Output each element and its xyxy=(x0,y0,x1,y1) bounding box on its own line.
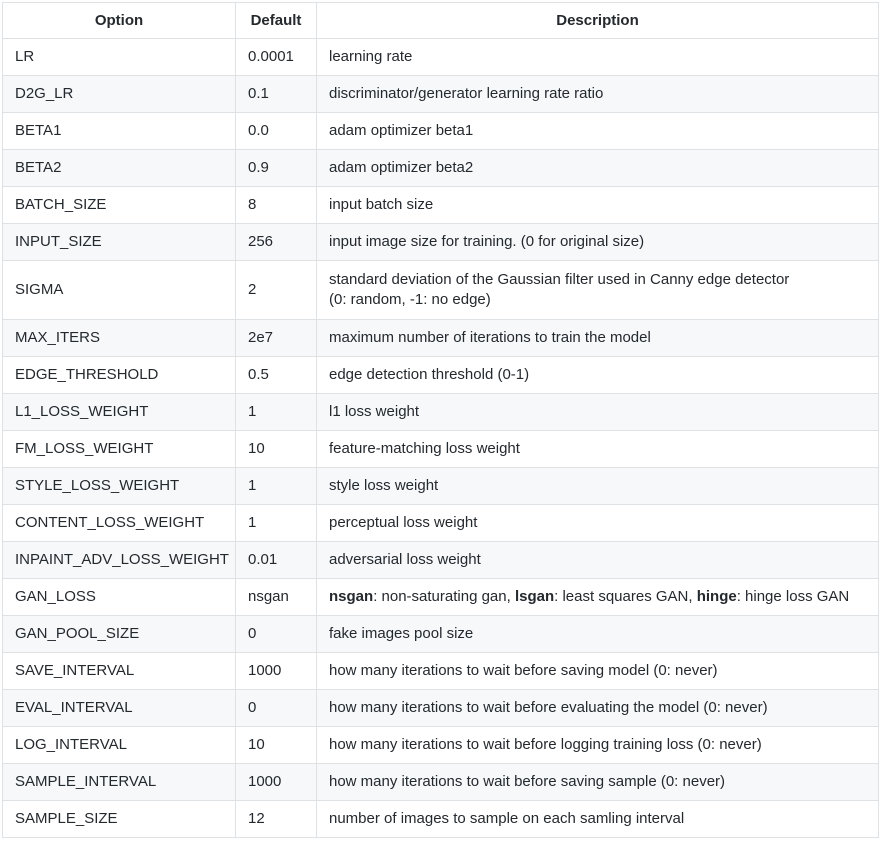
description-cell xyxy=(317,579,879,616)
default-cell: 1 xyxy=(236,505,317,542)
table-row xyxy=(3,261,879,320)
description-cell: adversarial loss weight xyxy=(317,542,879,579)
header-description: Description xyxy=(317,3,879,39)
default-cell: 0 xyxy=(236,616,317,653)
default-cell: 1000 xyxy=(236,653,317,690)
description-cell: how many iterations to wait before evaluating the model (0: never) xyxy=(317,690,879,727)
description-cell: maximum number of iterations to train the model xyxy=(317,320,879,357)
default-cell: 10 xyxy=(236,431,317,468)
table-row xyxy=(3,690,879,727)
description-cell: edge detection threshold (0-1) xyxy=(317,357,879,394)
option-cell: INPAINT_ADV_LOSS_WEIGHT xyxy=(3,542,236,579)
description-cell: input batch size xyxy=(317,187,879,224)
default-cell: 0.5 xyxy=(236,357,317,394)
description-cell: learning rate xyxy=(317,39,879,76)
default-cell: nsgan xyxy=(236,579,317,616)
default-cell: 2e7 xyxy=(236,320,317,357)
option-cell: BATCH_SIZE xyxy=(3,187,236,224)
table-row xyxy=(3,616,879,653)
description-cell: number of images to sample on each samling interval xyxy=(317,801,879,838)
keyword-hinge: hinge xyxy=(696,588,737,605)
option-cell: EVAL_INTERVAL xyxy=(3,690,236,727)
description-cell: discriminator/generator learning rate ratio xyxy=(317,76,879,113)
table-header xyxy=(3,3,879,39)
table-row xyxy=(3,727,879,764)
table-row xyxy=(3,39,879,76)
table-row xyxy=(3,187,879,224)
default-cell: 12 xyxy=(236,801,317,838)
default-cell: 1000 xyxy=(236,764,317,801)
table-row xyxy=(3,764,879,801)
default-cell: 8 xyxy=(236,187,317,224)
keyword-nsgan: nsgan xyxy=(329,588,374,605)
description-cell: perceptual loss weight xyxy=(317,505,879,542)
description-cell xyxy=(317,261,879,320)
options-table xyxy=(2,2,879,838)
table-row xyxy=(3,579,879,616)
header-default: Default xyxy=(236,3,317,39)
option-cell: L1_LOSS_WEIGHT xyxy=(3,394,236,431)
option-cell: GAN_LOSS xyxy=(3,579,236,616)
table-row xyxy=(3,653,879,690)
default-cell: 10 xyxy=(236,727,317,764)
option-cell: EDGE_THRESHOLD xyxy=(3,357,236,394)
table-row xyxy=(3,542,879,579)
table-row xyxy=(3,357,879,394)
option-cell: STYLE_LOSS_WEIGHT xyxy=(3,468,236,505)
table-row xyxy=(3,320,879,357)
keyword-lsgan: lsgan xyxy=(514,588,555,605)
table-row xyxy=(3,113,879,150)
default-cell: 0.0 xyxy=(236,113,317,150)
option-cell: GAN_POOL_SIZE xyxy=(3,616,236,653)
option-cell: SAVE_INTERVAL xyxy=(3,653,236,690)
option-cell: LOG_INTERVAL xyxy=(3,727,236,764)
option-cell: FM_LOSS_WEIGHT xyxy=(3,431,236,468)
default-cell: 1 xyxy=(236,394,317,431)
table-row xyxy=(3,224,879,261)
option-cell: INPUT_SIZE xyxy=(3,224,236,261)
table-body xyxy=(3,39,879,838)
default-cell: 256 xyxy=(236,224,317,261)
default-cell: 0.01 xyxy=(236,542,317,579)
description-text: : non-saturating gan, xyxy=(373,588,515,605)
default-cell: 1 xyxy=(236,468,317,505)
option-cell: MAX_ITERS xyxy=(3,320,236,357)
option-cell: D2G_LR xyxy=(3,76,236,113)
table-row xyxy=(3,431,879,468)
table-row xyxy=(3,801,879,838)
option-cell: SAMPLE_SIZE xyxy=(3,801,236,838)
description-cell: l1 loss weight xyxy=(317,394,879,431)
description-cell: how many iterations to wait before logging training loss (0: never) xyxy=(317,727,879,764)
option-cell: BETA1 xyxy=(3,113,236,150)
default-cell: 2 xyxy=(236,261,317,320)
table-row xyxy=(3,394,879,431)
description-cell: adam optimizer beta1 xyxy=(317,113,879,150)
description-line: standard deviation of the Gaussian filter used in Canny edge detector xyxy=(329,271,790,288)
table-row xyxy=(3,468,879,505)
option-cell: SIGMA xyxy=(3,261,236,320)
description-cell: fake images pool size xyxy=(317,616,879,653)
header-option: Option xyxy=(3,3,236,39)
default-cell: 0 xyxy=(236,690,317,727)
description-text: : hinge loss GAN xyxy=(736,588,850,605)
description-cell: style loss weight xyxy=(317,468,879,505)
option-cell: CONTENT_LOSS_WEIGHT xyxy=(3,505,236,542)
description-cell: how many iterations to wait before saving model (0: never) xyxy=(317,653,879,690)
table-row xyxy=(3,505,879,542)
description-cell: adam optimizer beta2 xyxy=(317,150,879,187)
description-cell: how many iterations to wait before saving sample (0: never) xyxy=(317,764,879,801)
description-line: (0: random, -1: no edge) xyxy=(329,291,491,308)
default-cell: 0.0001 xyxy=(236,39,317,76)
table-row xyxy=(3,76,879,113)
default-cell: 0.9 xyxy=(236,150,317,187)
description-cell: input image size for training. (0 for original size) xyxy=(317,224,879,261)
default-cell: 0.1 xyxy=(236,76,317,113)
option-cell: LR xyxy=(3,39,236,76)
header-row xyxy=(3,3,879,39)
description-text: : least squares GAN, xyxy=(554,588,697,605)
option-cell: SAMPLE_INTERVAL xyxy=(3,764,236,801)
option-cell: BETA2 xyxy=(3,150,236,187)
table-row xyxy=(3,150,879,187)
description-cell: feature-matching loss weight xyxy=(317,431,879,468)
